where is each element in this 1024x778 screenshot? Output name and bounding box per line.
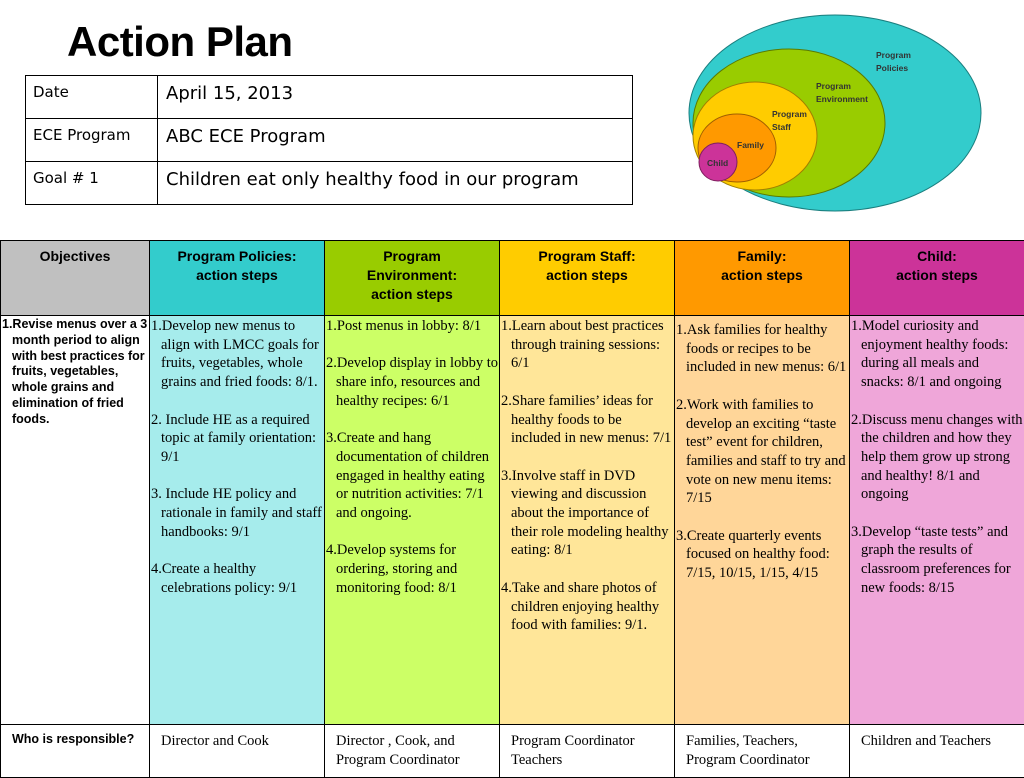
label-staff-2: Staff [772,122,791,132]
header-program-policies: Program Policies: action steps [150,241,325,316]
label-child: Child [707,158,728,168]
header-program-staff: Program Staff: action steps [500,241,675,316]
list-item: 1.Model curiosity and enjoyment healthy foods: during all meals and snacks: 8/1 and ongoing [851,317,1023,392]
list-item: 3.Develop “taste tests” and graph the results of classroom preferences for new foods: 8/15 [851,523,1023,598]
child-steps-cell [850,316,1024,725]
nested-ovals-diagram [688,14,988,214]
page-title: Action Plan [67,18,293,66]
responsible-text: Director and Cook [151,726,323,751]
steps-row [1,316,1024,725]
label-environment-1: Program [816,81,851,91]
responsible-policies [150,725,325,778]
objective-item: 1.Revise menus over a 3 month period to align with best practices for fruits, vegetables, whole grains and elimination of fried foods. [2,317,148,428]
label-staff-1: Program [772,109,807,119]
info-value: April 15, 2013 [158,76,633,119]
plan-info-table [25,75,633,205]
list-item: 2.Work with families to develop an exciting “taste test” event for children, families and staff to try and vote on new menu items: 7/15 [676,396,848,508]
label-policies-2: Policies [876,63,908,73]
label-family: Family [737,140,764,150]
responsible-label: Who is responsible? [2,726,148,748]
header-program-environment: Program Environment: action steps [325,241,500,316]
info-value: Children eat only healthy food in our program [158,162,633,205]
label-policies-1: Program [876,50,911,60]
environment-steps-cell [325,316,500,725]
responsible-text: Director , Cook, and Program Coordinator [326,726,498,769]
list-item: 3.Create quarterly events focused on healthy food: 7/15, 10/15, 1/15, 4/15 [676,527,848,583]
responsible-text: Families, Teachers, Program Coordinator [676,726,848,769]
responsible-label-cell [1,725,150,778]
info-label: Goal # 1 [26,162,158,205]
responsible-text: Children and Teachers [851,726,1023,751]
info-label: Date [26,76,158,119]
action-steps-table [0,240,1024,778]
responsible-row [1,725,1024,778]
header-row [1,241,1024,316]
responsible-text: Program Coordinator Teachers [501,726,673,769]
policies-steps-cell [150,316,325,725]
list-item: 3.Involve staff in DVD viewing and discussion about the importance of their role modeling healthy eating: 8/1 [501,467,673,561]
list-item: 1.Develop new menus to align with LMCC goals for fruits, vegetables, whole grains and fried foods: 8/1. [151,317,323,392]
list-item: 3. Include HE policy and rationale in family and staff handbooks: 9/1 [151,485,323,541]
responsible-family [675,725,850,778]
family-steps-cell [675,316,850,725]
list-item: 2.Develop display in lobby to share info, resources and healthy recipes: 6/1 [326,354,498,410]
list-item: 4.Create a healthy celebrations policy: 9/1 [151,560,323,597]
info-value: ABC ECE Program [158,119,633,162]
responsible-staff [500,725,675,778]
staff-steps-cell [500,316,675,725]
info-label: ECE Program [26,119,158,162]
info-row-date [26,76,633,119]
objectives-cell [1,316,150,725]
list-item: 4.Take and share photos of children enjoying healthy food with families: 9/1. [501,579,673,635]
list-item: 1.Ask families for healthy foods or recipes to be included in new menus: 6/1 [676,321,848,377]
info-row-goal [26,162,633,205]
list-item: 4.Develop systems for ordering, storing and monitoring food: 8/1 [326,541,498,597]
list-item: 2.Share families’ ideas for healthy foods to be included in new menus: 7/1 [501,392,673,448]
header-objectives: Objectives [1,241,150,316]
header-child: Child: action steps [850,241,1024,316]
info-row-program [26,119,633,162]
header-family: Family: action steps [675,241,850,316]
list-item: 1.Post menus in lobby: 8/1 [326,317,498,336]
responsible-environment [325,725,500,778]
list-item: 3.Create and hang documentation of children engaged in healthy eating or nutrition activities: 7/1 and ongoing. [326,429,498,523]
list-item: 2. Include HE as a required topic at family orientation: 9/1 [151,411,323,467]
label-environment-2: Environment [816,94,868,104]
list-item: 1.Learn about best practices through training sessions: 6/1 [501,317,673,373]
responsible-child [850,725,1024,778]
list-item: 2.Discuss menu changes with the children and how they help them grow up strong and healthy! 8/1 and ongoing [851,411,1023,505]
